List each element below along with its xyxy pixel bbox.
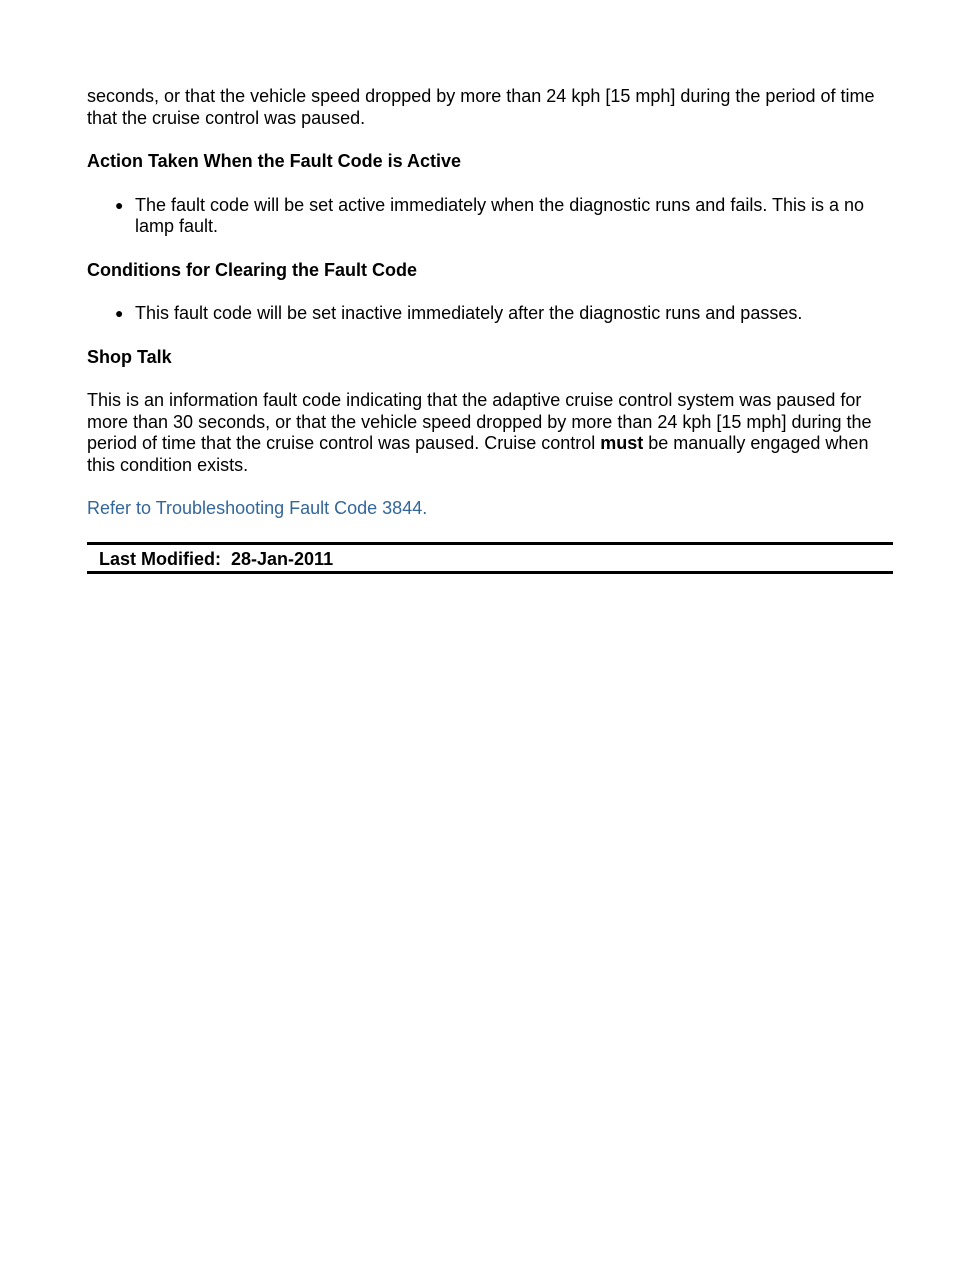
bullet-icon: ● <box>115 196 124 213</box>
clearing-list <box>87 303 893 325</box>
shop-talk-heading: Shop Talk <box>87 346 172 367</box>
continuation-paragraph: seconds, or that the vehicle speed dropped by more than 24 kph [15 mph] during the period of time that the cruise control was paused. <box>87 86 875 128</box>
last-modified-label: Last Modified: <box>99 548 221 569</box>
action-bullet-text: The fault code will be set active immediately when the diagnostic runs and fails. This is a no lamp fault. <box>135 194 865 236</box>
clearing-bullet-text: This fault code will be set inactive immediately after the diagnostic runs and passes. <box>135 303 803 323</box>
shop-talk-text-before: This is an information fault code indicating that the adaptive cruise control system was paused for more than 30 seconds, or that the vehicle speed dropped by more than 24 kph [15 mph] during the period of time that the cruise control was paused. Cruise control <box>87 390 872 453</box>
troubleshooting-link[interactable]: Refer to Troubleshooting Fault Code 3844. <box>87 498 428 518</box>
last-modified-date: 28-Jan-2011 <box>231 548 334 569</box>
list-item <box>115 303 893 325</box>
last-modified-footer <box>87 542 893 574</box>
clearing-heading: Conditions for Clearing the Fault Code <box>87 259 417 280</box>
shop-talk-paragraph <box>87 390 893 476</box>
action-heading: Action Taken When the Fault Code is Active <box>87 151 462 171</box>
bullet-icon: ● <box>115 305 124 321</box>
document-page <box>87 86 893 574</box>
shop-talk-text-after: be manually engaged when this condition exists. <box>87 433 869 475</box>
list-item <box>115 194 893 238</box>
action-list <box>87 195 893 238</box>
shop-talk-emphasis: must <box>600 433 644 453</box>
